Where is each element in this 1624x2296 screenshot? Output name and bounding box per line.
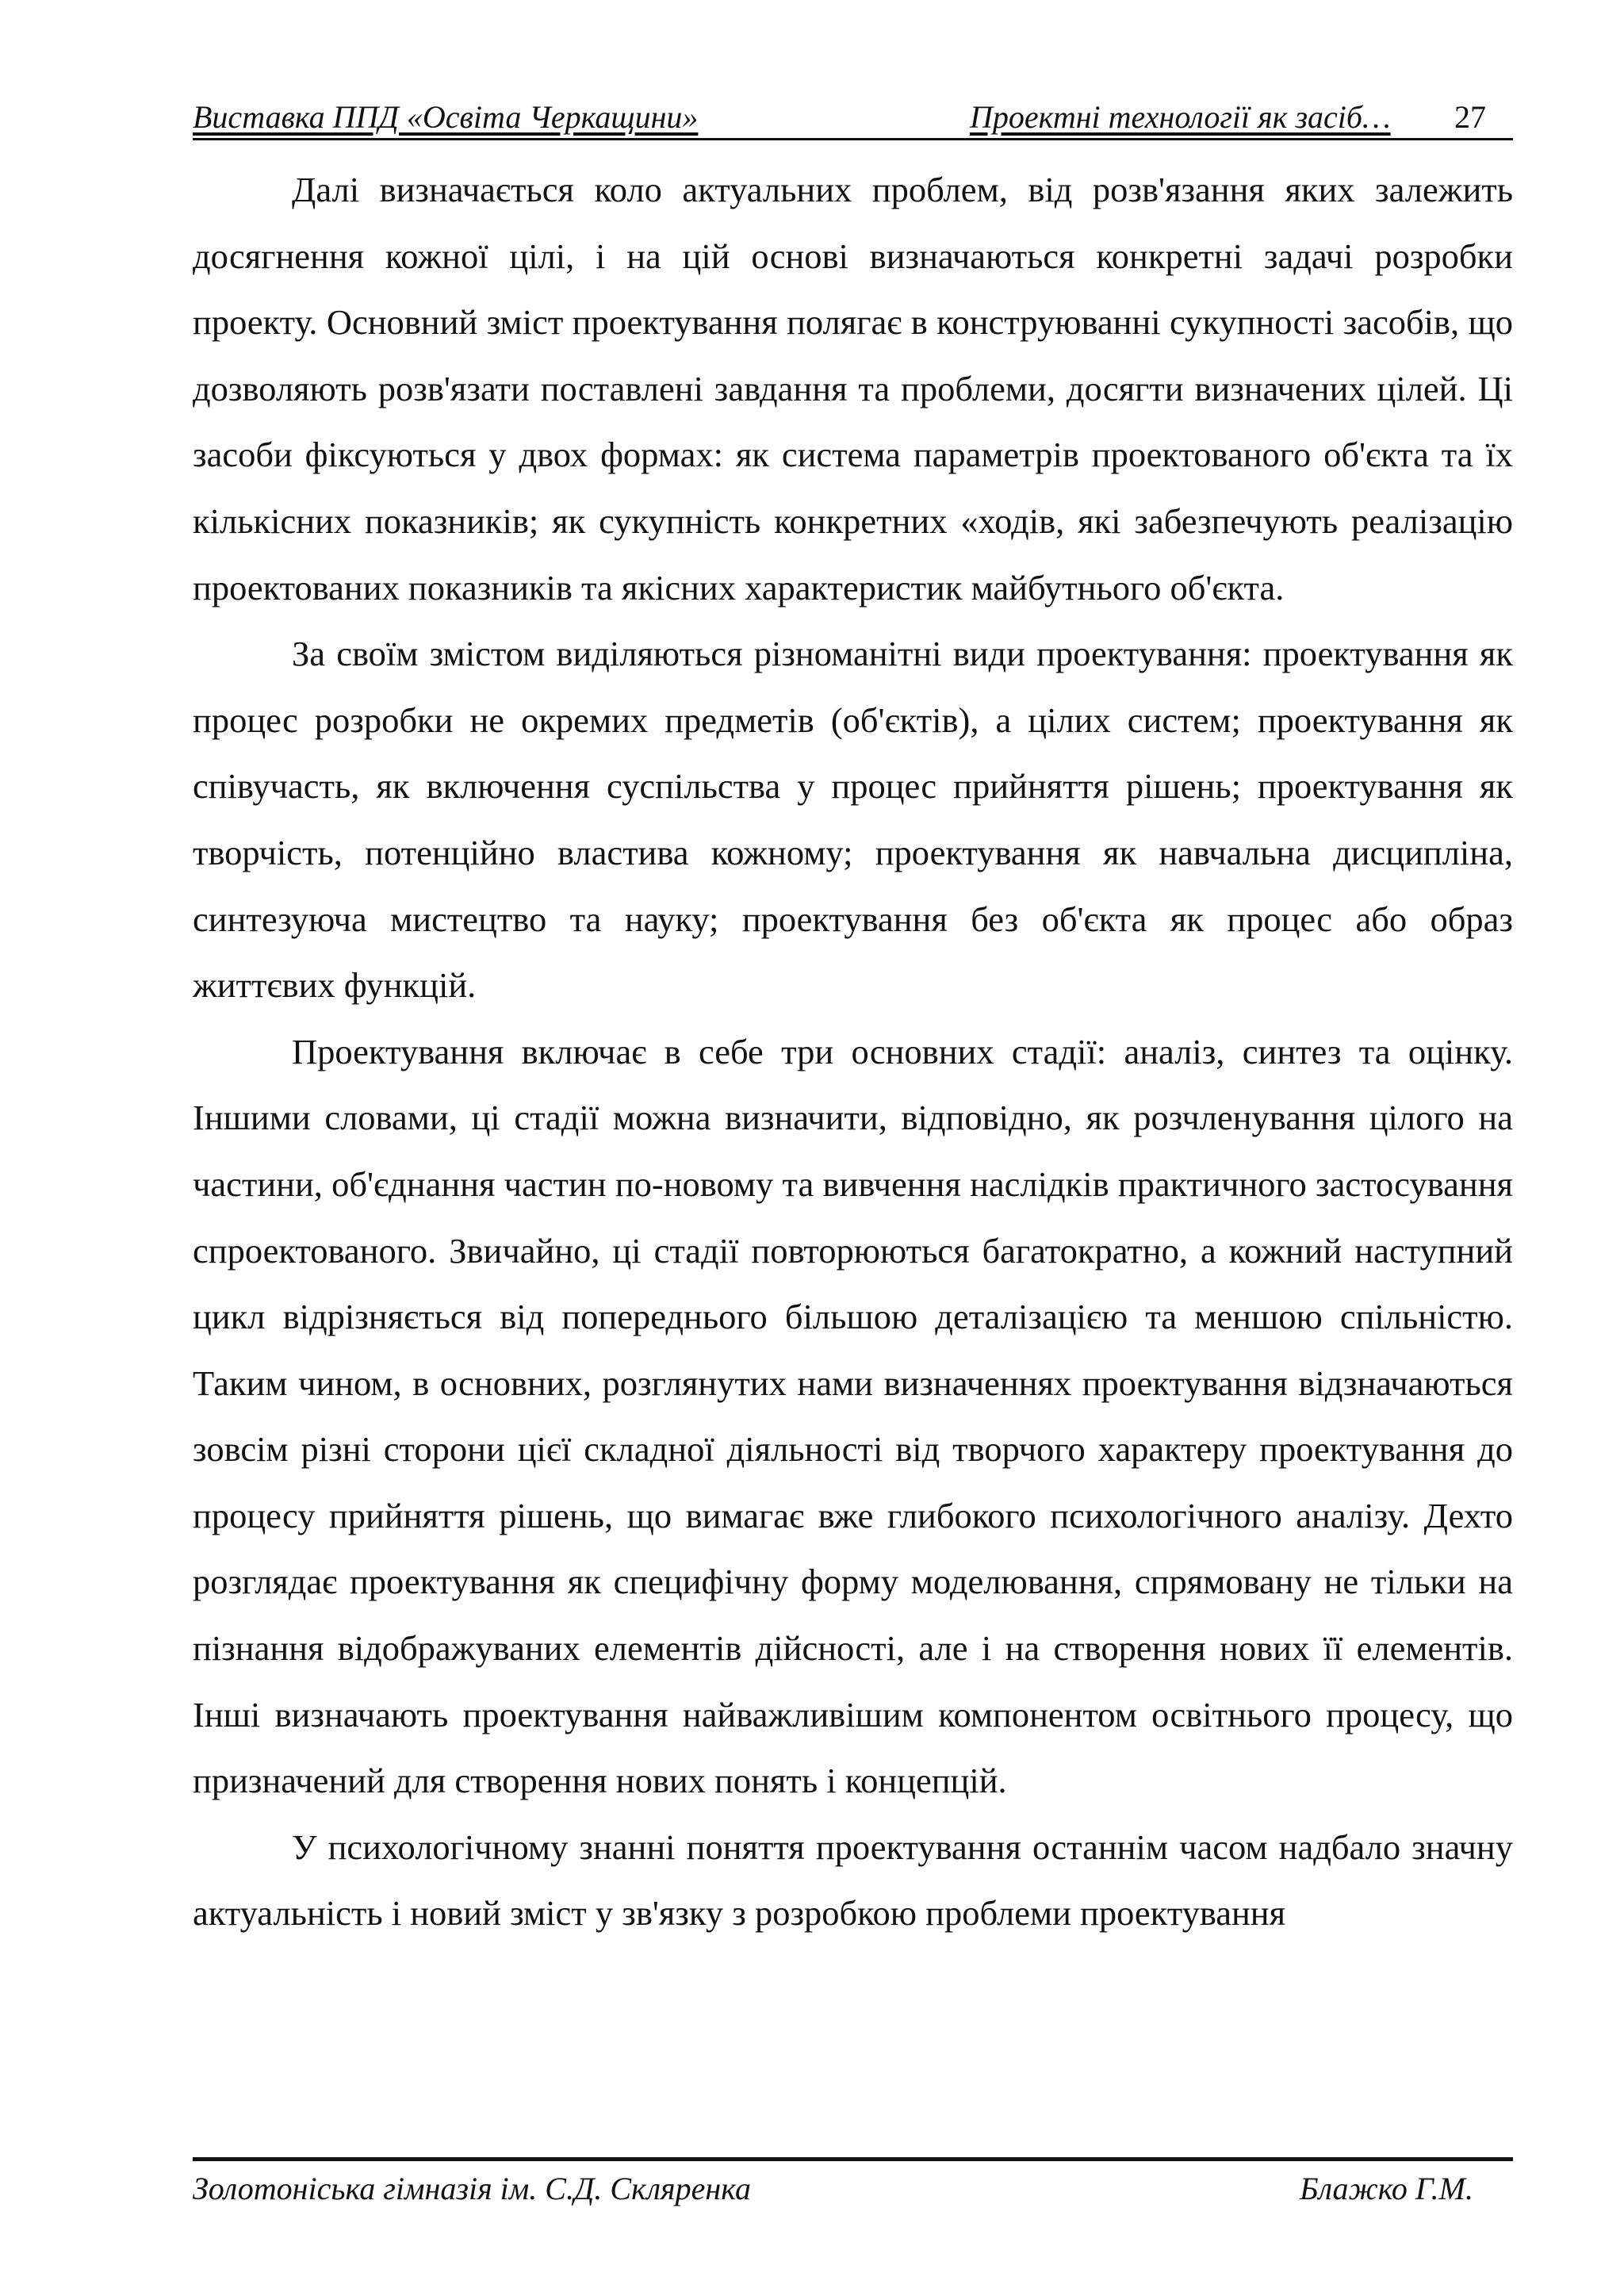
header-divider <box>193 138 1513 140</box>
header-document-title: Проектні технології як засіб… <box>970 99 1391 135</box>
paragraph-3: Проектування включає в себе три основних стадії: аналіз, синтез та оцінку. Іншими словами, ці стадії можна визначити, відповідно, як розчленування цілого на частини, об'єднання частин по-новому та вивчення наслідків практичного застосування спроектованого. Звичайно, ці стадії повторюються багатократно, а кожний наступний цикл відрізняється від попереднього більшою деталізацією та меншою спільністю. Таким чином, в основних, розглянутих нами визначеннях проектування відзначаються зовсім різні сторони цієї складної діяльності від творчого характеру проектування до процесу прийняття рішень, що вимагає вже глибокого психологічного аналізу. Дехто розглядає проектування як специфічну форму моделювання, спрямовану не тільки на пізнання відображуваних елементів дійсності, але і на створення нових її елементів. Інші визначають проектування найважливішим компонентом освітнього процесу, що призначений для створення нових понять і концепцій. <box>193 1031 1513 1801</box>
paragraph-4: У психологічному знанні поняття проектування останнім часом надбало значну актуальність і новий зміст у зв'язку з розробкою проблеми проектування <box>193 1826 1513 1934</box>
page-header <box>193 94 1513 141</box>
main-text <box>193 157 1513 1947</box>
paragraph-2: За своїм змістом виділяються різноманітні види проектування: проектування як процес розробки не окремих предметів (об'єктів), а цілих систем; проектування як співучасть, як включення суспільства у процес прийняття рішень; проектування як творчість, потенційно властива кожному; проектування як навчальна дисципліна, синтезуюча мистецтво та науку; проектування без об'єкта як процес або образ життєвих функцій. <box>193 634 1513 1006</box>
paragraph-1: Далі визначається коло актуальних проблем, від розв'язання яких залежить досягнення кожної цілі, і на цій основі визначаються конкретні задачі розробки проекту. Основний зміст проектування полягає в конструюванні сукупності засобів, що дозволяють розв'язати поставлені завдання та проблеми, досягти визначених цілей. Ці засоби фіксуються у двох формах: як система параметрів проектованого об'єкта та їх кількісних показників; як сукупність конкретних «ходів, які забезпечують реалізацію проектованих показників та якісних характеристик майбутнього об'єкта. <box>193 170 1513 608</box>
page-number: 27 <box>1454 99 1486 135</box>
page-footer <box>193 2165 1513 2213</box>
footer-divider <box>193 2157 1513 2161</box>
header-exhibition-title: Виставка ППД «Освіта Черкащини» <box>193 99 699 135</box>
footer-school-name: Золотоніська гімназія ім. С.Д. Скляренка <box>193 2171 751 2206</box>
footer-author-name: Блажко Г.М. <box>1300 2171 1473 2206</box>
